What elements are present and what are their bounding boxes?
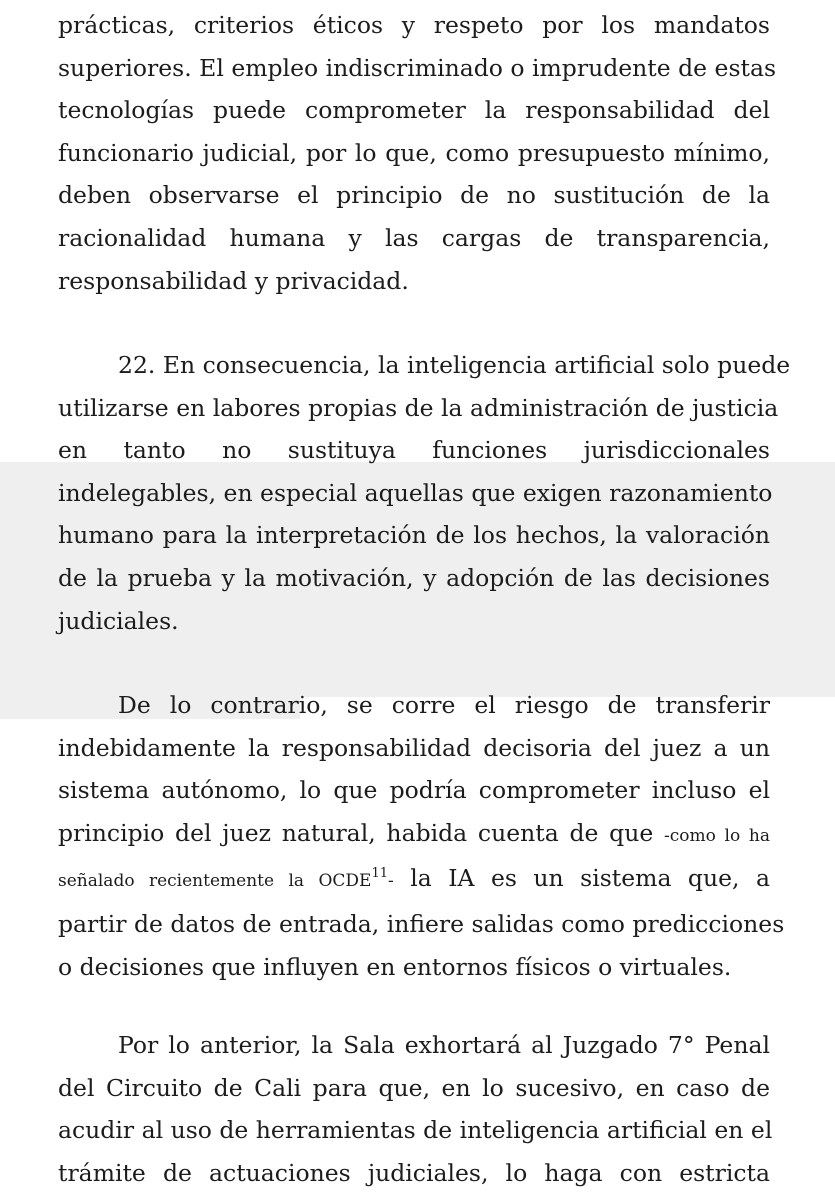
text-line: superiores. El empleo indiscriminado o imprudente de estas bbox=[58, 53, 777, 82]
text-line: de la prueba y la motivación, y adopción de las decisiones bbox=[58, 563, 770, 592]
text-line: De lo contrario, se corre el riesgo de transferir bbox=[118, 691, 770, 719]
text-line: del Circuito de Cali para que, en lo sucesivo, en caso de bbox=[58, 1073, 770, 1102]
text-segment-small: - bbox=[387, 871, 394, 892]
text-line: utilizarse en labores propias de la administración de justicia bbox=[58, 393, 779, 422]
paragraph-22 bbox=[58, 344, 791, 642]
text-line: judiciales. bbox=[58, 606, 179, 635]
text-line: o decisiones que influyen en entornos físicos o virtuales. bbox=[58, 952, 732, 981]
text-line: en tanto no sustituya funciones jurisdiccionales bbox=[58, 436, 770, 465]
text-line: racionalidad humana y las cargas de transparencia, bbox=[58, 223, 770, 252]
paragraph-anterior bbox=[58, 1024, 773, 1194]
text-line: 22. En consecuencia, la inteligencia artificial solo puede bbox=[118, 351, 791, 379]
text-line bbox=[58, 812, 770, 858]
text-line: Por lo anterior, la Sala exhortará al Juzgado 7° Penal bbox=[118, 1031, 770, 1059]
text-segment: la IA es un sistema que, a bbox=[393, 864, 770, 893]
text-line: responsabilidad y privacidad. bbox=[58, 266, 409, 295]
text-line: acudir al uso de herramientas de inteligencia artificial en el bbox=[58, 1116, 773, 1145]
footnote-reference[interactable]: 11 bbox=[371, 866, 388, 882]
text-line: tecnologías puede comprometer la responsabilidad del bbox=[58, 96, 770, 125]
text-line: funcionario judicial, por lo que, como presupuesto mínimo, bbox=[58, 138, 770, 167]
text-line: trámite de actuaciones judiciales, lo haga con estricta bbox=[58, 1158, 770, 1187]
text-line: deben observarse el principio de no sustitución de la bbox=[58, 181, 770, 210]
text-line: indebidamente la responsabilidad decisoria del juez a un bbox=[58, 733, 770, 762]
paragraph-contrario bbox=[58, 684, 785, 988]
text-line: indelegables, en especial aquellas que exigen razonamiento bbox=[58, 478, 773, 507]
text-line: humano para la interpretación de los hechos, la valoración bbox=[58, 521, 770, 550]
text-line: sistema autónomo, lo que podría comprometer incluso el bbox=[58, 776, 770, 805]
text-line: partir de datos de entrada, infiere salidas como predicciones bbox=[58, 909, 785, 938]
paragraph-continuation bbox=[58, 4, 777, 302]
text-segment: principio del juez natural, habida cuenta de que bbox=[58, 818, 654, 847]
text-line bbox=[58, 857, 770, 903]
text-line: prácticas, criterios éticos y respeto por los mandatos bbox=[58, 11, 770, 39]
text-segment-small: -como lo ha bbox=[664, 825, 770, 846]
text-segment-small: señalado recientemente la OCDE bbox=[58, 871, 372, 892]
